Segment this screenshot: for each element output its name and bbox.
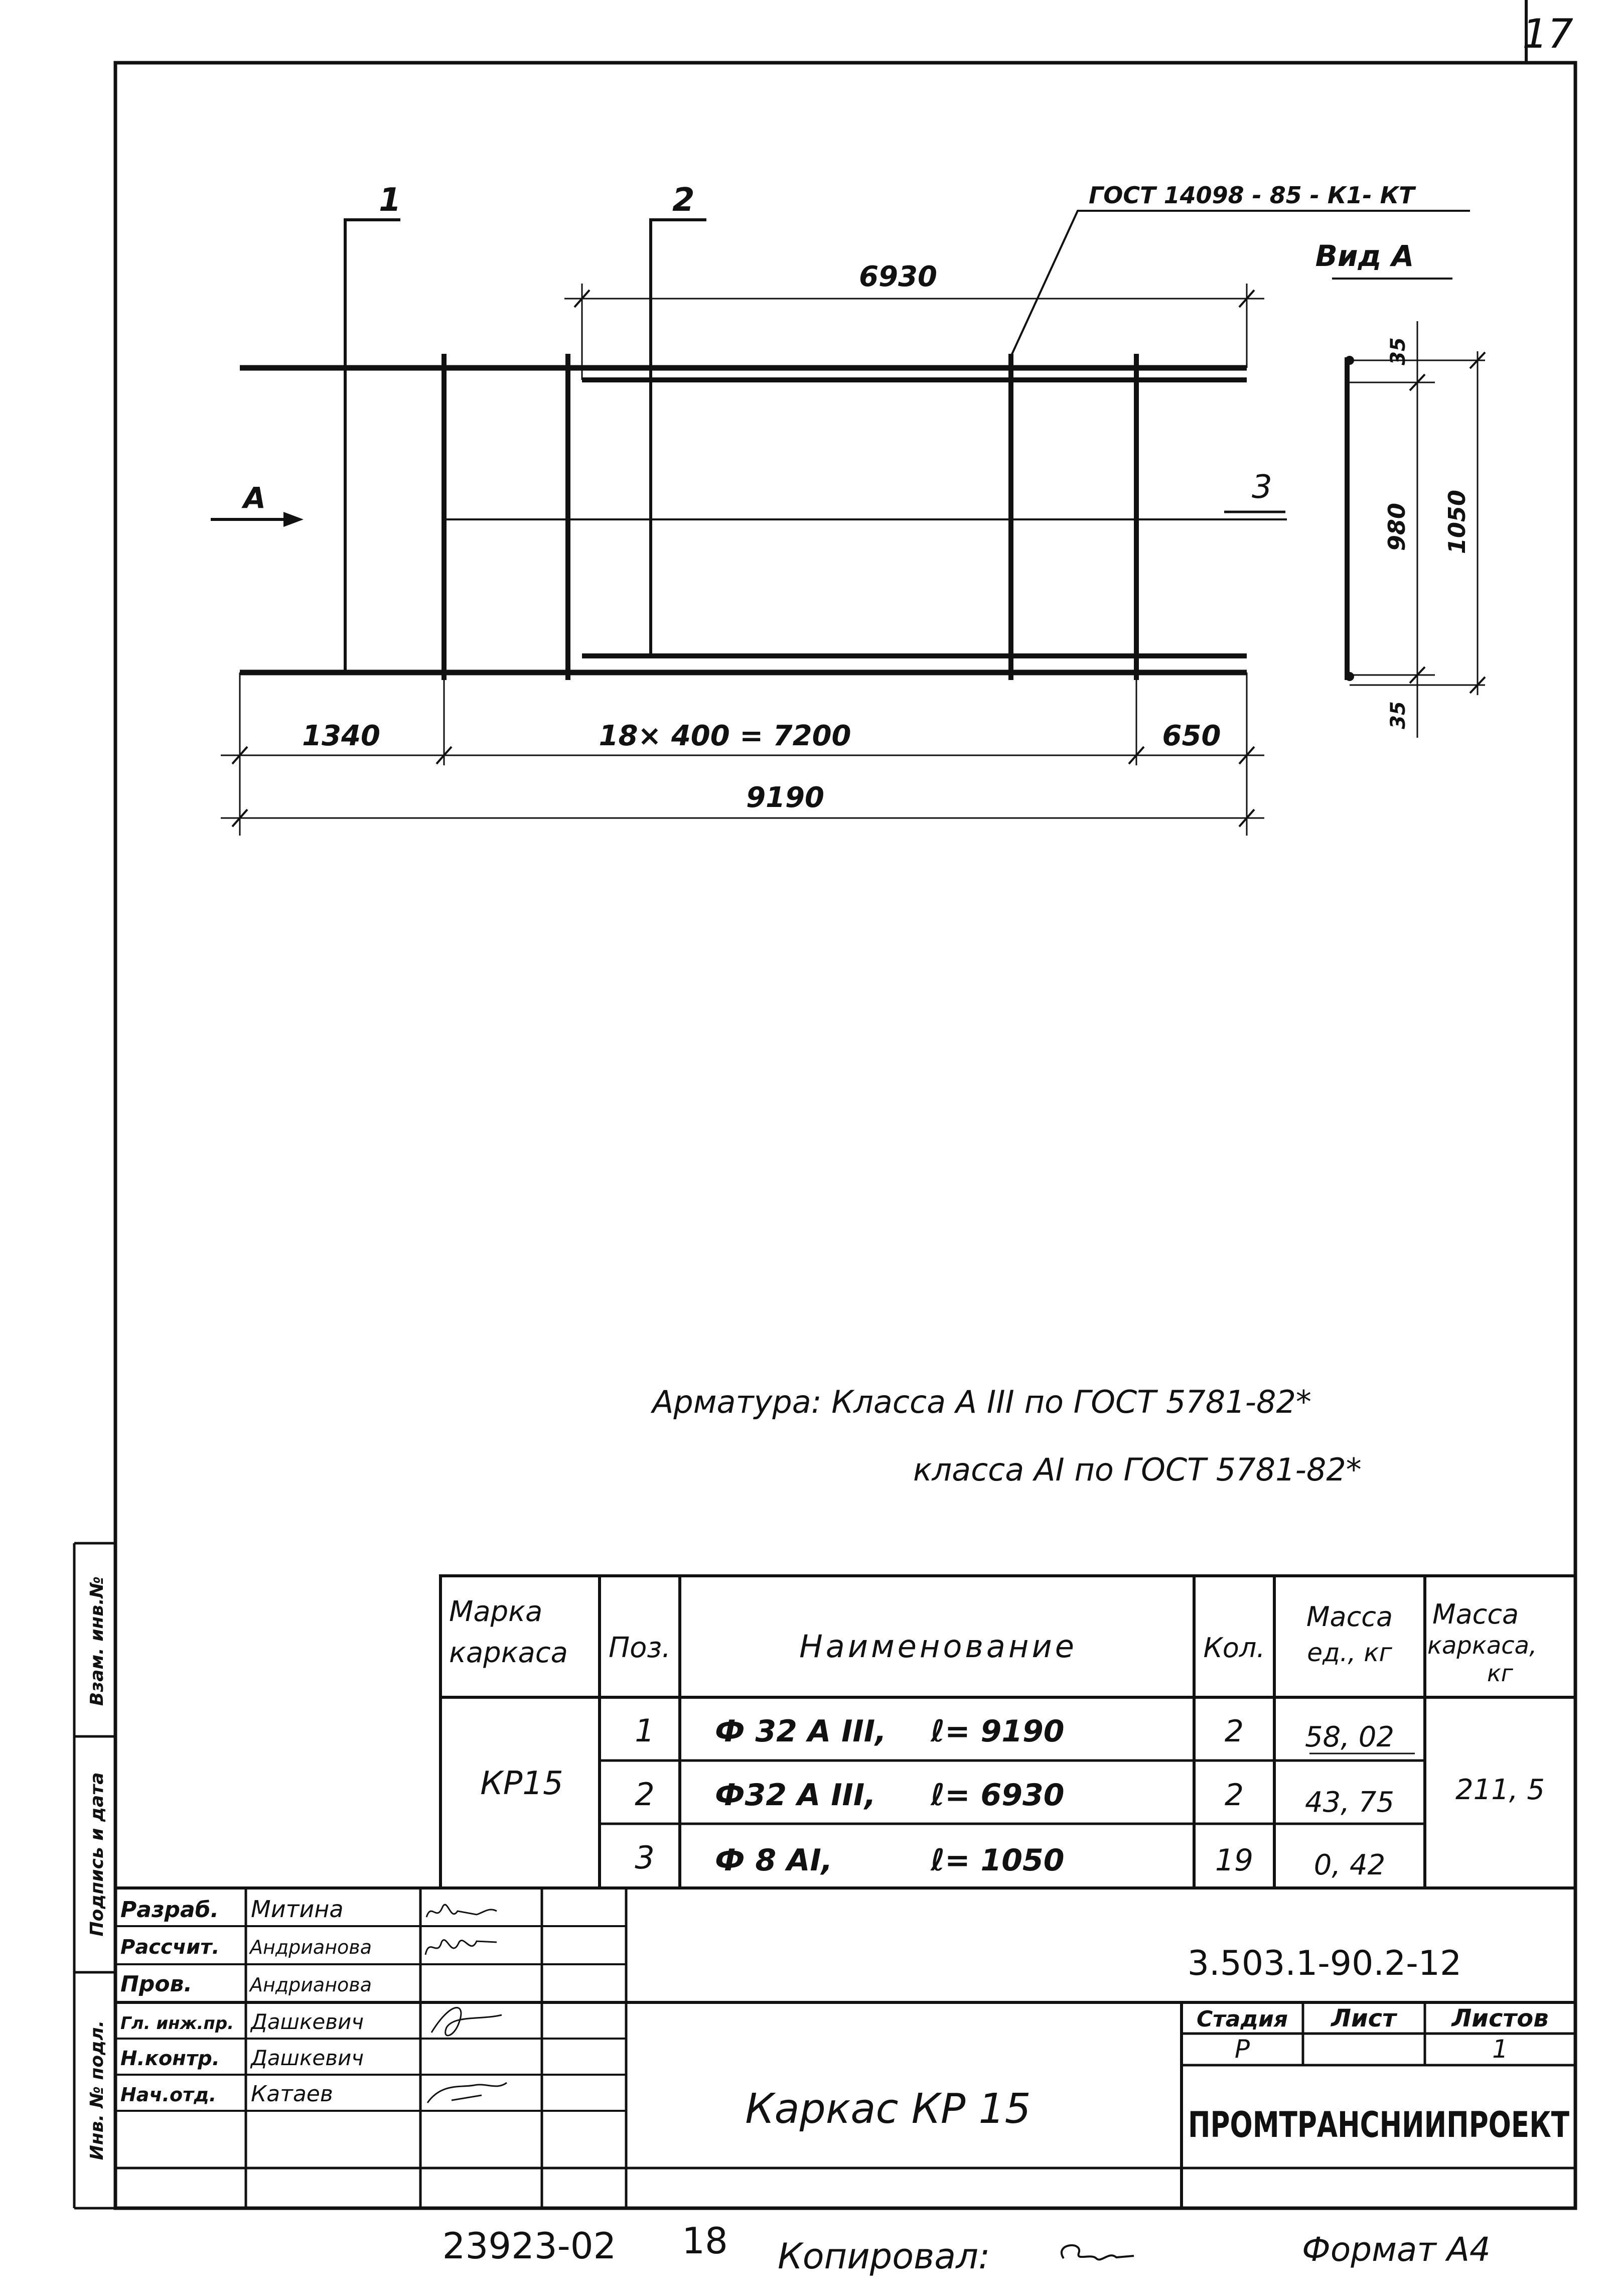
cell-mark: КР15 [480,1765,563,1802]
header-qty: Кол. [1203,1632,1265,1664]
sheet-label: Лист [1331,2004,1396,2033]
header-unit-mass-1: Масса [1306,1601,1393,1633]
header-frame-mass-1: Масса [1432,1598,1519,1630]
spec-table [441,1576,1575,1888]
header-mark-1: Марка [449,1595,543,1628]
title-block [115,1888,1575,2208]
name-6: Катаев [251,2081,333,2107]
name-1: Митина [251,1896,344,1923]
row-3-name: Ф 8 АI, [715,1843,833,1878]
cell-total-mass: 211, 5 [1455,1774,1545,1806]
frame-drawing [211,182,1470,836]
name-5: Дашкевич [251,2046,364,2070]
header-frame-mass-3: кг [1487,1660,1513,1687]
row-1-mass: 58, 02 [1304,1721,1395,1753]
header-name: Наименование [799,1628,1077,1665]
header-pos: Поз. [609,1632,671,1664]
stage-value: Р [1234,2035,1250,2064]
dim-right: 650 [1162,720,1221,752]
row-1-length: ℓ= 9190 [931,1714,1065,1749]
name-2: Андрианова [250,1936,372,1958]
footer-copied: Копировал: [778,2236,990,2277]
doc-code: 3.503.1-90.2-12 [1187,1944,1462,1983]
table-row [635,1776,1394,1819]
view-arrow-label: А [243,481,266,515]
role-4: Гл. инж.пр. [120,2013,234,2034]
gost-label: ГОСТ 14098 - 85 - К1- КТ [1089,182,1415,209]
view-a-title: Вид А [1315,239,1414,273]
header-mark-2: каркаса [449,1637,568,1669]
table-row [635,1712,1415,1753]
role-1: Разраб. [120,1897,219,1923]
header-unit-mass-2: ед., кг [1307,1638,1392,1667]
view-a [1315,239,1485,738]
dim-middle: 18× 400 = 7200 [599,720,851,752]
view-a-dim-outer: 1050 [1443,489,1471,555]
row-2-mass: 43, 75 [1304,1786,1395,1819]
view-a-dim-inner: 980 [1383,502,1410,552]
section-2-label: 2 [672,182,695,219]
role-5: Н.контр. [120,2047,220,2070]
row-2-qty: 2 [1224,1778,1244,1813]
copier-signature [1062,2245,1134,2259]
section-1-label: 1 [379,182,401,219]
dim-total: 9190 [746,781,824,814]
header-frame-mass-2: каркаса, [1427,1632,1537,1660]
note-line-1: Арматура: Класса А III по ГОСТ 5781-82* [652,1384,1311,1420]
footer-number: 23923-02 [442,2225,617,2267]
role-3: Пров. [120,1971,193,1997]
row-1-pos: 1 [635,1712,655,1749]
note-line-2: класса АI по ГОСТ 5781-82* [913,1451,1362,1488]
row-1-qty: 2 [1224,1714,1244,1749]
row-3-pos: 3 [635,1839,655,1876]
side-stamp-inventory: Инв. № подл. [87,2020,107,2160]
dim-top: 6930 [859,260,937,293]
name-4: Дашкевич [251,2009,364,2034]
sheets-value: 1 [1492,2035,1508,2064]
sheets-label: Листов [1451,2004,1549,2033]
row-2-pos: 2 [635,1776,655,1813]
side-stamp [87,1576,107,2160]
org-name: ПРОМТРАНСНИИПРОЕКТ [1188,2104,1570,2145]
title: Каркас КР 15 [745,2085,1031,2133]
page-number: 17 [1522,11,1573,57]
dim-left: 1340 [302,720,380,752]
footer-format: Формат А4 [1302,2230,1491,2269]
row-3-qty: 19 [1215,1843,1254,1878]
name-3: Андрианова [250,1974,372,1996]
row-2-length: ℓ= 6930 [931,1778,1065,1813]
row-2-name: Ф32 А III, [715,1778,876,1813]
table-row [635,1839,1385,1881]
view-a-dim-bottom: 35 [1387,701,1410,729]
side-stamp-replacement: Взам. инв.№ [87,1576,107,1706]
footer-page: 18 [682,2220,728,2262]
section-3-label: 3 [1252,469,1272,506]
role-2: Рассчит. [120,1936,220,1959]
view-a-dim-top: 35 [1387,337,1410,365]
footer [443,2220,1491,2277]
stage-label: Стадия [1196,2006,1288,2032]
row-3-length: ℓ= 1050 [931,1843,1065,1878]
row-3-mass: 0, 42 [1313,1849,1386,1881]
side-stamp-signature: Подпись и дата [87,1772,107,1937]
row-1-name: Ф 32 А III, [715,1714,887,1749]
role-6: Нач.отд. [120,2084,217,2106]
